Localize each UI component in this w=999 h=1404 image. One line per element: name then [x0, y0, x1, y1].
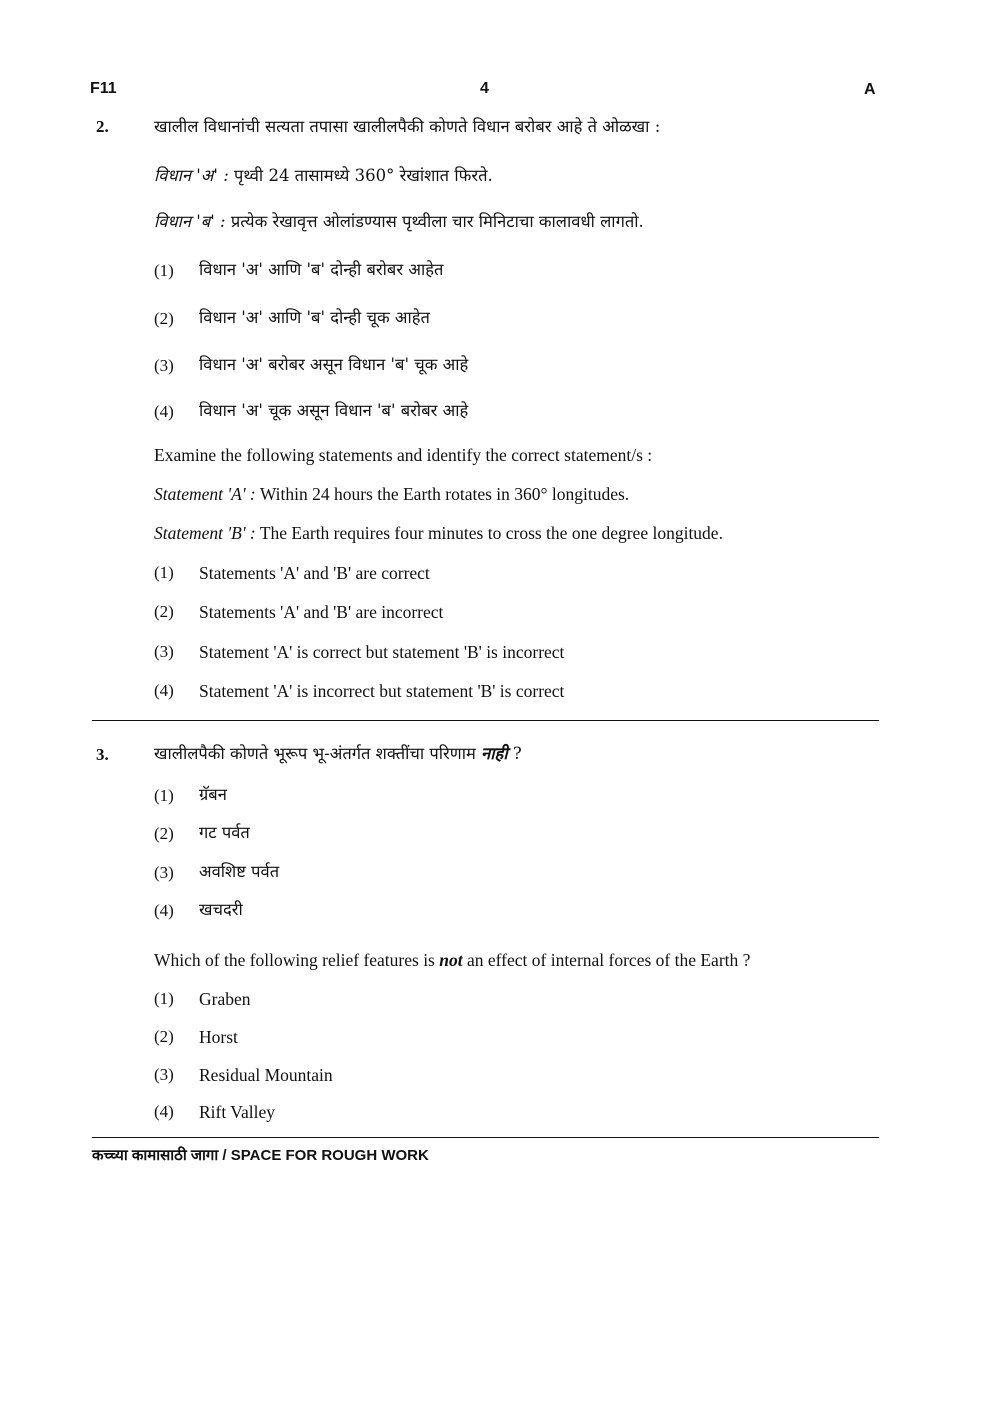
question-text: Which of the following relief features is [154, 950, 440, 970]
option-number: (4) [154, 901, 174, 920]
paper-code: F11 [90, 80, 117, 97]
statement-label: विधान 'ब' : [154, 212, 226, 231]
statement-text: The Earth requires four minutes to cross the one degree longitude. [255, 523, 723, 543]
option-text: Graben [199, 989, 251, 1009]
option-number: (2) [154, 824, 174, 843]
option-text: Rift Valley [199, 1102, 275, 1122]
option-text: विधान 'अ' चूक असून विधान 'ब' बरोबर आहे [199, 401, 469, 420]
option-number: (3) [154, 863, 174, 882]
statement-label: Statement 'A' : [154, 484, 256, 504]
option-text: Residual Mountain [199, 1065, 333, 1085]
question-text-english [154, 950, 750, 970]
statement-label: Statement 'B' : [154, 523, 256, 543]
rough-work-label: कच्च्या कामासाठी जागा / SPACE FOR ROUGH WORK [92, 1147, 429, 1164]
statement-b-marathi [154, 212, 644, 232]
option-text: विधान 'अ' आणि 'ब' दोन्ही बरोबर आहेत [199, 260, 444, 279]
option-text: Horst [199, 1027, 238, 1047]
divider [92, 1137, 879, 1138]
question-mark: ? [507, 744, 522, 763]
question-text-marathi [154, 744, 522, 764]
option-number: (4) [154, 681, 174, 700]
option-text: ग्रॅबन [199, 785, 227, 804]
option-number: (3) [154, 642, 174, 661]
option-number: (4) [154, 402, 174, 421]
question-text: खालीलपैकी कोणते भूरूप भू-अंतर्गत शक्तींचा परिणाम [154, 744, 482, 763]
statement-label: विधान 'अ' : [154, 166, 229, 185]
question-text: an effect of internal forces of the Earth ? [462, 950, 751, 970]
divider [92, 720, 879, 721]
option-text: विधान 'अ' आणि 'ब' दोन्ही चूक आहेत [199, 308, 430, 327]
option-text: विधान 'अ' बरोबर असून विधान 'ब' चूक आहे [199, 355, 469, 374]
option-number: (1) [154, 563, 174, 582]
question-text-english: Examine the following statements and identify the correct statement/s : [154, 445, 653, 465]
option-number: (2) [154, 602, 174, 621]
emphasis: नाही [481, 744, 508, 763]
option-number: (3) [154, 356, 174, 375]
statement-text: पृथ्वी 24 तासामध्ये 360° रेखांशात फिरते. [228, 166, 493, 185]
option-number: (1) [154, 261, 174, 280]
statement-a-english [154, 484, 629, 504]
statement-a-marathi [154, 166, 493, 186]
statement-text: Within 24 hours the Earth rotates in 360° longitudes. [255, 484, 630, 504]
option-text: Statement 'A' is incorrect but statement 'B' is correct [199, 681, 565, 701]
question-text-marathi: खालील विधानांची सत्यता तपासा खालीलपैकी कोणते विधान बरोबर आहे ते ओळखा : [154, 117, 661, 136]
emphasis: not [439, 950, 463, 970]
statement-text: प्रत्येक रेखावृत्त ओलांडण्यास पृथ्वीला चार मिनिटाचा कालावधी लागतो. [225, 212, 644, 231]
option-number: (1) [154, 989, 174, 1008]
option-text: Statements 'A' and 'B' are correct [199, 563, 430, 583]
option-text: अवशिष्ट पर्वत [199, 862, 280, 881]
option-text: खचदरी [199, 900, 243, 919]
question-set: A [864, 81, 876, 98]
option-number: (2) [154, 309, 174, 328]
statement-b-english [154, 523, 723, 543]
option-text: Statement 'A' is correct but statement 'B' is incorrect [199, 642, 565, 662]
option-number: (3) [154, 1065, 174, 1084]
question-number: 2. [96, 117, 109, 136]
option-text: Statements 'A' and 'B' are incorrect [199, 602, 444, 622]
option-text: गट पर्वत [199, 823, 250, 842]
page-number: 4 [480, 80, 489, 97]
option-number: (1) [154, 786, 174, 805]
question-number: 3. [96, 745, 109, 764]
option-number: (2) [154, 1027, 174, 1046]
option-number: (4) [154, 1102, 174, 1121]
